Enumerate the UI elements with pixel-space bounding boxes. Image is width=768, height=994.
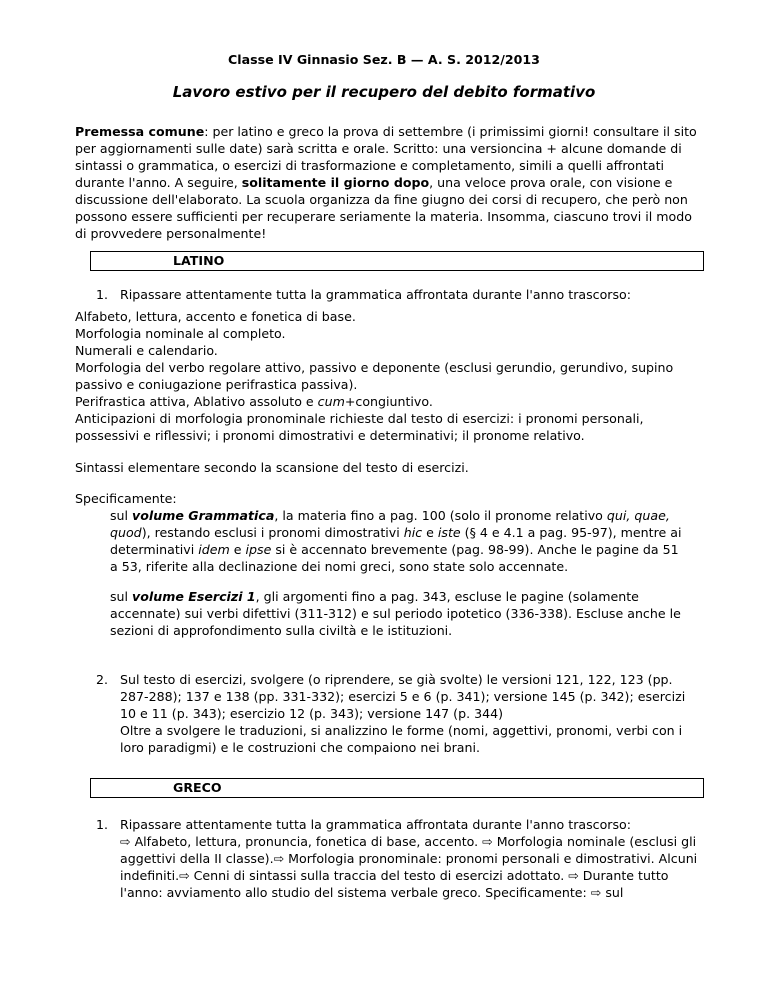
list-item: possessivi e riflessivi; i pronomi dimostrativi e determinativi; il pronome relativo.: [75, 428, 585, 443]
list-item: Perifrastica attiva, Ablativo assoluto e cum+congiuntivo.: [75, 394, 433, 409]
specificamente-label: Specificamente:: [75, 491, 177, 506]
section-header-latino: [90, 251, 704, 271]
arrow-icon: ⇨: [568, 868, 579, 883]
list-item: Anticipazioni di morfologia pronominale richieste dal testo di esercizi: i pronomi personali,: [75, 411, 644, 426]
list-item: Alfabeto, lettura, accento e fonetica di base.: [75, 309, 356, 324]
intro-text-2: , una veloce prova orale, con visione e discussione dell'elaborato. La scuola organizza da fine giugno dei corsi di recupero, che però non possono essere sufficienti per recuperare seriamente la materia. Insomma, ciascuno trovi il modo di provvedere personalmente!: [75, 175, 692, 241]
intro-label: Premessa comune: [75, 124, 205, 139]
list-item: passivo e coniugazione perifrastica passiva).: [75, 377, 358, 392]
arrow-icon: ⇨: [590, 885, 602, 900]
list-item: Morfologia nominale al completo.: [75, 326, 286, 341]
latino-item-2-note: Oltre a svolgere le traduzioni, si analizzino le forme (nomi, aggettivi, pronomi, verbi con i loro paradigmi) e le costruzioni che compaiono nei brani.: [120, 723, 683, 755]
latino-item-2-text: Sul testo di esercizi, svolgere (o riprendere, se già svolte) le versioni 121, 122, 123 (pp. 287-288); 137 e 138 (pp. 331-332); esercizi 5 e 6 (p. 341); versione 145 (p. 342); esercizi 10 e 11 (p. 343); esercizio 12 (p. 343); versione 147 (p. 344): [120, 672, 686, 721]
arrow-icon: ⇨: [179, 868, 190, 883]
list-number: 1.: [96, 287, 109, 302]
arrow-icon: ⇨: [273, 851, 285, 866]
esercizi-paragraph: sul volume Esercizi 1, gli argomenti fino a pag. 343, escluse le pagine (solamente accennate) sui verbi difettivi (311-312) e sul periodo ipotetico (336-338). Escluse anche le sezioni di approfondimento sulla civiltà e le istituzioni.: [110, 589, 681, 638]
section-header-greco: [90, 778, 704, 798]
intro-text-1: : per latino e greco la prova di settembre (i primissimi giorni! consultare il sito per aggiornamenti sulle date) sarà scritta e orale. Scritto: una versioncina + alcune domande di sintassi o grammatica, o esercizi di trasformazione e completamento, simili a quelli affrontati durante l'anno. A seguire,: [75, 124, 697, 190]
latino-item-2: [120, 671, 705, 756]
list-item: Numerali e calendario.: [75, 343, 218, 358]
list-number: 1.: [96, 817, 109, 832]
document-title: Lavoro estivo per il recupero del debito formativo: [172, 83, 596, 101]
class-header: Classe IV Ginnasio Sez. B — A. S. 2012/2013: [228, 52, 540, 67]
latino-item-1: Ripassare attentamente tutta la grammatica affrontata durante l'anno trascorso:: [120, 287, 631, 302]
section-title-greco: GRECO: [173, 780, 222, 795]
greco-item-1: Ripassare attentamente tutta la grammatica affrontata durante l'anno trascorso: ⇨ Alfabeto, lettura, pronuncia, fonetica di base, accento. ⇨ Morfologia nominale (esclusi gli aggettivi della II classe).⇨ Morfologia pronominale: pronomi personali e dimostrativi. Alcuni indefiniti.⇨ Cenni di sintassi sulla traccia del testo di esercizi adottato. ⇨ Durante tutto l'anno: avviamento allo studio del sistema verbale greco. Specificamente: ⇨ sul: [120, 817, 698, 900]
arrow-icon: ⇨: [120, 834, 131, 849]
intro-bold: solitamente il giorno dopo: [241, 175, 430, 190]
grammatica-paragraph: sul volume Grammatica, la materia fino a pag. 100 (solo il pronome relativo qui, quae, quod), restando esclusi i pronomi dimostrativi hic e iste (§ 4 e 4.1 a pag. 95-97), mentre ai determinativi idem e ipse si è accennato brevemente (pag. 98-99). Anche le pagine da 51 a 53, riferite alla declinazione dei nomi greci, sono state solo accennate.: [110, 508, 682, 574]
arrow-icon: ⇨: [482, 834, 493, 849]
section-title-latino: LATINO: [173, 253, 225, 268]
sintassi-line: Sintassi elementare secondo la scansione del testo di esercizi.: [75, 460, 469, 475]
intro-paragraph: [75, 123, 701, 242]
list-item: Morfologia del verbo regolare attivo, passivo e deponente (esclusi gerundio, gerundivo, supino: [75, 360, 674, 375]
list-number: 2.: [96, 672, 109, 687]
